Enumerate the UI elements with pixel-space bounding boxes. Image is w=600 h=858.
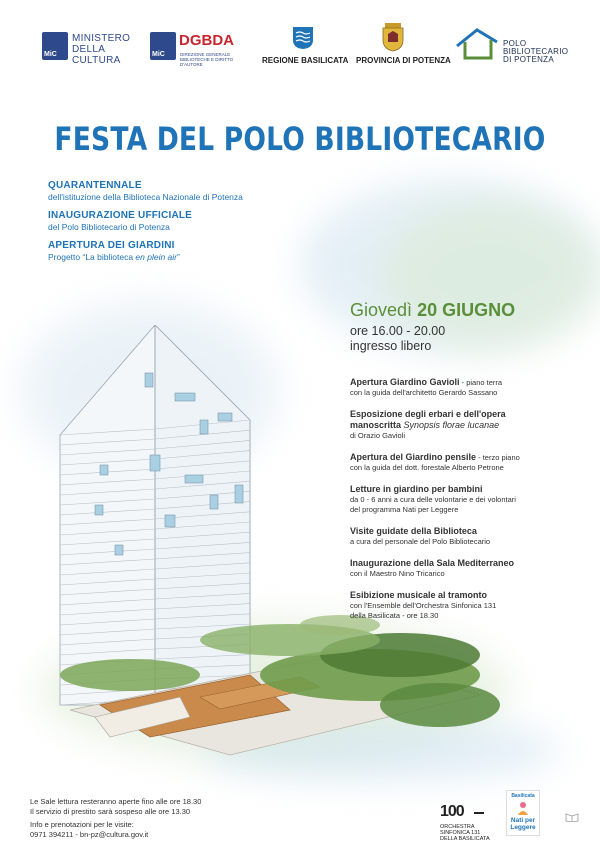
provincia-caption: PROVINCIA DI POTENZA (356, 56, 451, 65)
page-title: FESTA DEL POLO BIBLIOTECARIO (54, 120, 546, 158)
event-item: Esposizione degli erbari e dell'opera manoscritta Synopsis florae lucanae di Orazio Gavioli (350, 409, 506, 440)
footer-info (30, 797, 201, 839)
ministero-cultura-logo (42, 22, 137, 72)
building-window (175, 393, 195, 401)
event-item: Inaugurazione della Sala Mediterraneo con il Maestro Nino Tricarico (350, 558, 515, 578)
npl-child-icon (515, 800, 531, 816)
npl-line2: Leggere (510, 824, 536, 831)
event-item: Esibizione musicale al tramonto con l'Ensemble dell'Orchestra Sinfonica 131 della Basilicata - ore 18.30 (350, 590, 497, 620)
building-window (200, 420, 208, 434)
subtitle-quarantennale (48, 180, 243, 202)
polo-line3: DI POTENZA (503, 55, 555, 64)
nati-per-leggere-logo (506, 790, 540, 836)
orchestra-bar (474, 812, 484, 814)
book-icon (565, 812, 579, 822)
polo-line2: BIBLIOTECARIO (503, 47, 569, 56)
dgbda-label: DGBDA (179, 32, 234, 49)
provincia-potenza-logo (356, 22, 451, 72)
ministero-line3: CULTURA (72, 55, 121, 66)
building-window (115, 545, 123, 555)
regione-crest-icon (292, 26, 314, 50)
event-item: Apertura del Giardino pensile - terzo piano con la guida del dott. forestale Alberto Petrone (350, 452, 520, 472)
dgbda-logo (150, 22, 250, 72)
footer-contact: 0971 394211 - bn-pz@cultura.gov.it (30, 829, 149, 839)
mic-label: MiC (44, 51, 57, 58)
building-window (100, 465, 108, 475)
subtitle-text: dell'istituzione della Biblioteca Nazionale di Potenza (48, 192, 243, 202)
polo-line1: POLO (503, 39, 527, 48)
event-date: Giovedì 20 GIUGNO (350, 300, 516, 320)
dgbda-sub1: DIREZIONE GENERALE (180, 52, 231, 57)
npl-region: Basilicata (511, 793, 535, 799)
footer-line: Info e prenotazioni per le visite: (30, 820, 134, 829)
regione-caption: REGIONE BASILICATA (262, 56, 349, 65)
building-window (95, 505, 103, 515)
provincia-crest-icon (381, 22, 405, 52)
footer-line: Le Sale lettura resteranno aperte fino alle ore 18.30 (30, 797, 202, 806)
subtitle-head: QUARANTENNALE (48, 180, 142, 191)
regione-basilicata-logo (262, 22, 347, 72)
building-window (218, 413, 232, 421)
footer-line: Il servizio di prestito sarà sospeso alle ore 13.30 (30, 806, 191, 816)
orchestra-number: 100 (440, 803, 464, 820)
building-window (210, 495, 218, 509)
building-window (185, 475, 203, 483)
date-block (350, 300, 515, 353)
mic-emblem-icon (42, 32, 68, 60)
dgbda-emblem-icon: MiC (150, 32, 176, 60)
polo-house-icon (455, 26, 499, 60)
poster: MiC MINISTERO DELLA CULTURA MiC DGBDA DIREZIONE GENERALE BIBLIOTECHE E DIRITTO D'AUTORE REGIONE BASILICATA PROVINCIA DI POTENZA POLO BIBLIOTECARIO DI POTENZA FESTA DEL POLO BIBLIOTECARIO QUARANTENNALE dell'istituzione della Biblioteca Nazionale di Potenza INAUGURAZIONE UFFICIALE del Polo Bibliotecario di Potenza APERTURA DEI GIARDINI Progetto “La biblioteca en plein air” Giovedì 20 GIUGNO ore 16.00 - 20.00 ingresso libero Apertura Giardino Gavioli - piano terra con la guida dell'architetto Gerardo Sassano Esposizione degli erbari e dell'opera manoscritta Synopsis florae lucanae di Orazio Gavioli Apertura del Giardino pensile - terzo piano con la guida del dott. forestale Alberto Petrone Letture in giardino per bambini da 0 - 6 anni a cura delle volontarie e dei volontari del programma Nati per Leggere Visite guidate della Biblioteca a cura del personale del Polo Bibliotecario Inaugurazione della Sala Mediterraneo con il Maestro Nino Tricarico Esibizione musicale al tramonto con l'Ensemble dell'Orchestra Sinfonica 131 della Basilicata - ore 18.30 Le Sale lettura resteranno aperte fino alle ore 18.30 Il servizio di prestito sarà sospeso alle ore 13.30 Info e prenotazioni per le visite: 0971 394211 - bn-pz@cultura.gov.it 100 ORCHESTRA SINFONICA 131 DELLA BASILICATA Basilicata Nati per Leggere (0, 0, 600, 858)
event-item: Letture in giardino per bambini da 0 - 6 anni a cura delle volontarie e dei volontari del programma Nati per Leggere (350, 484, 516, 514)
logos-bar (0, 22, 600, 72)
event-item: Visite guidate della Biblioteca a cura del personale del Polo Bibliotecario (350, 526, 491, 546)
subtitle-head: INAUGURAZIONE UFFICIALE (48, 210, 193, 221)
subtitle-apertura (48, 240, 180, 262)
building-window (165, 515, 175, 527)
subtitle-inaugurazione (48, 210, 192, 232)
event-item: Apertura Giardino Gavioli - piano terra con la guida dell'architetto Gerardo Sassano (350, 377, 503, 397)
ministero-line2: DELLA (72, 44, 106, 55)
building-window (145, 373, 153, 387)
subtitle-text: Progetto “La biblioteca en plein air” (48, 252, 180, 262)
building-window (150, 455, 160, 471)
dgbda-sub2: BIBLIOTECHE E DIRITTO D'AUTORE (180, 57, 234, 67)
subtitle-text: del Polo Bibliotecario di Potenza (48, 222, 170, 232)
event-entry: ingresso libero (350, 339, 432, 353)
event-time: ore 16.00 - 20.00 (350, 324, 446, 338)
ministero-line1: MINISTERO (72, 33, 131, 44)
events-list (350, 377, 585, 632)
npl-line1: Nati per (510, 817, 536, 824)
subtitle-head: APERTURA DEI GIARDINI (48, 240, 175, 251)
building-window (235, 485, 243, 503)
polo-bibliotecario-logo (455, 22, 585, 72)
